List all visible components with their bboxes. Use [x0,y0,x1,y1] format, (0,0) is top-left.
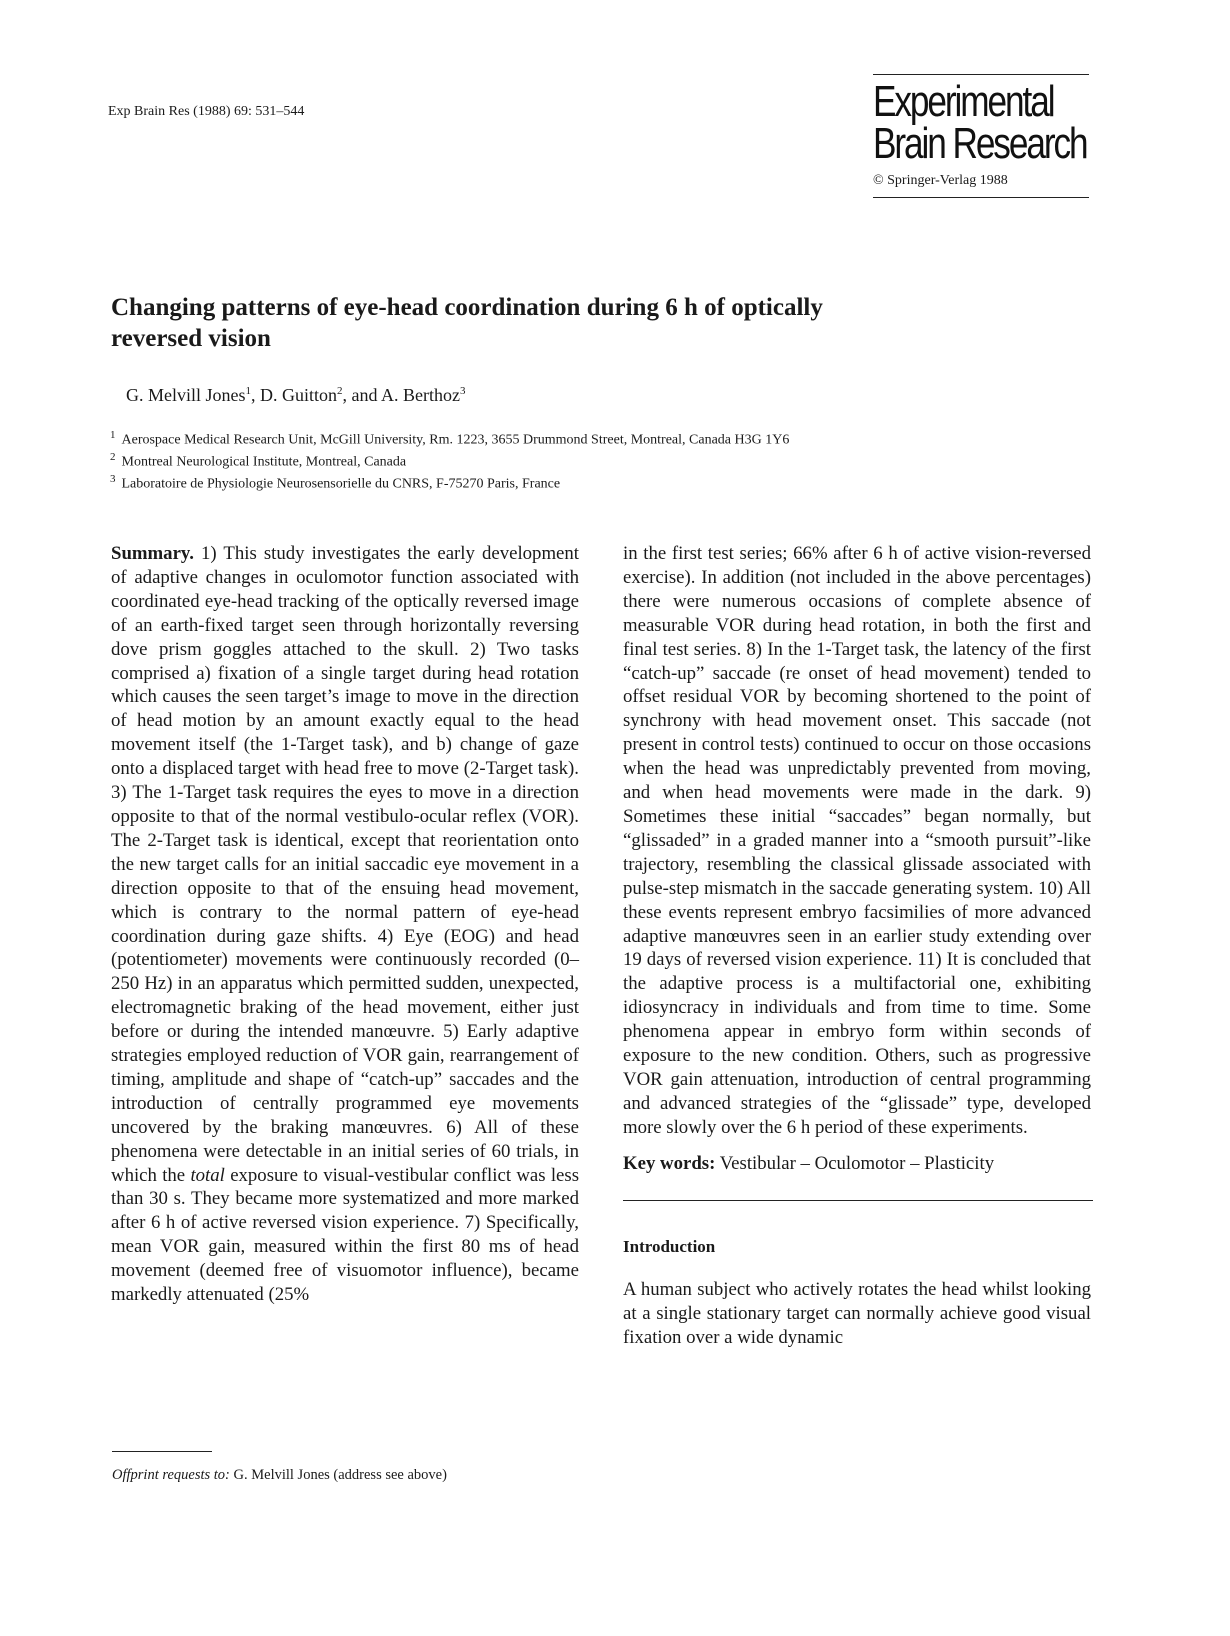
author-name: D. Guitton [260,385,338,405]
footnote-rule [112,1451,212,1452]
affiliation-3 [110,470,560,494]
offprint-footnote [112,1467,447,1484]
summary-continuation: in the first test series; 66% after 6 h of active vision-reversed exercise). In addition (not included in the above percentages) there were numerous occasions of complete absence of measurable VOR during head rotation, in both the first and final test series. 8) In the 1-Target task, the latency of the first “catch-up” saccade (re onset of head movement) tended to offset residual VOR by becoming shortened to the point of synchrony with head movement onset. This saccade (not present in control tests) continued to occur on those occasions when the head was unpredictably prevented from moving, and when head movements were made in the dark. 9) Sometimes these initial “saccades” began normally, but “glissaded” in a graded manner into a “smooth pursuit”-like trajectory, resembling the classical glissade associated with pulse-step mismatch in the saccade generating system. 10) All these events represent embryo facsimilies of more advanced adaptive manœuvres seen in an earlier study extending over 19 days of reversed vision experience. 11) It is concluded that the adaptive process is a multifactorial one, exhibiting idiosyncracy in individuals and from time to time. Some phenomena appear in embryo form within seconds of exposure to the new condition. Others, such as progressive VOR gain attenuation, introduction of central programming and advanced strategies of the “glissade” type, developed more slowly over the 6 h period of these experiments. [623,543,1091,1138]
keywords [623,1152,1091,1176]
author-affiliation-mark: 3 [460,385,466,397]
introduction-text: A human subject who actively rotates the head whilst looking at a single stationary target can normally achieve good visual fixation over a wide dynamic [623,1279,1091,1349]
logo-bottom-rule [873,197,1089,198]
affiliation-text: Montreal Neurological Institute, Montreal, Canada [121,454,407,470]
section-divider [623,1200,1093,1201]
author-name: G. Melvill Jones [126,385,246,405]
affiliation-2 [110,448,406,472]
journal-logo-line-1: Experimental [873,77,1054,126]
author-affiliation-mark: 2 [337,385,343,397]
footnote-text: G. Melvill Jones (address see above) [229,1467,447,1483]
affiliation-text: Laboratoire de Physiologie Neurosensorielle du CNRS, F-75270 Paris, France [121,476,561,492]
introduction-heading: Introduction [623,1236,716,1256]
keywords-lead: Key words: [623,1152,716,1174]
affiliation-mark: 2 [110,451,116,463]
logo-top-rule [873,74,1089,75]
paper-title: Changing patterns of eye-head coordination during 6 h of optically reversed vision [111,294,823,352]
author-name: A. Berthoz [381,385,460,405]
author-separator: , [251,385,260,405]
summary-emphasis: total [190,1164,225,1186]
journal-citation: Exp Brain Res (1988) 69: 531–544 [108,104,305,119]
footnote-lead: Offprint requests to: [112,1467,230,1483]
summary-column-right [623,542,1091,1350]
author-separator: , and [342,385,382,405]
affiliation-mark: 1 [110,429,116,441]
author-list [126,385,466,406]
copyright-notice: © Springer-Verlag 1988 [873,173,1008,188]
journal-logo-line-2: Brain Research [873,119,1087,168]
journal-logo-block [873,74,1089,198]
affiliation-1 [110,426,789,450]
affiliation-mark: 3 [110,473,116,485]
summary-paragraph [111,542,579,1307]
summary-text: 1) This study investigates the early development of adaptive changes in oculomotor function associated with coordinated eye-head tracking of the optically reversed image of an earth-fixed target seen through horizontally reversing dove prism goggles attached to the skull. 2) Two tasks comprised a) fixation of a single target during head rotation which causes the seen target’s image to move in the direction of head motion by an amount exactly equal to the head movement itself (the 1-Target task), and b) change of gaze onto a displaced target with head free to move (2-Target task). 3) The 1-Target task requires the eyes to move in a direction opposite to that of the normal vestibulo-ocular reflex (VOR). The 2-Target task is identical, except that reorientation onto the new target calls for an initial saccadic eye movement in a direction opposite to that of the ensuing head movement, which is contrary to the normal pattern of eye-head coordination during gaze shifts. 4) Eye (EOG) and head (potentiometer) movements were continuously recorded (0–250 Hz) in an apparatus which permitted sudden, unexpected, electromagnetic braking of the head movement, either just before or during the intended manœuvre. 5) Early adaptive strategies employed reduction of VOR gain, rearrangement of timing, amplitude and shape of “catch-up” saccades and the introduction of centrally programmed eye movements uncovered by the braking manœuvres. 6) All of these phenomena were detectable in an initial series of 60 trials, in which the [111,543,579,1186]
author-affiliation-mark: 1 [245,385,251,397]
keywords-text: Vestibular – Oculomotor – Plasticity [715,1152,995,1174]
summary-text: exposure to visual-vestibular conflict was less than 30 s. They became more systematized and more marked after 6 h of active reversed vision experience. 7) Specifically, mean VOR gain, measured within the first 80 ms of head movement (deemed free of visuomotor influence), became markedly attenuated (25% [111,1164,580,1306]
summary-lead: Summary. [111,543,194,564]
summary-column-left [111,542,579,1307]
affiliation-text: Aerospace Medical Research Unit, McGill University, Rm. 1223, 3655 Drummond Street, Montreal, Canada H3G 1Y6 [121,432,790,448]
